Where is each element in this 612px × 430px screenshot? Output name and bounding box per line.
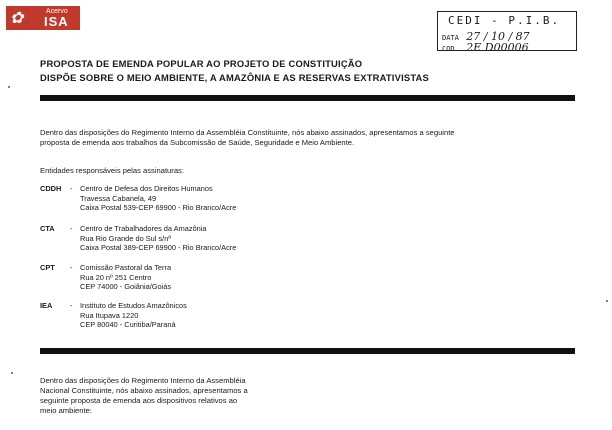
stamp-code-row [442,41,529,54]
entity-postal: Caixa Postal 389-CEP 69900 - Rio Branco/Acre [80,243,237,252]
scan-speck [8,86,10,88]
closing-paragraph [40,376,248,416]
logo-isa-text: ISA [44,14,69,29]
entity-postal: Caixa Postal 539-CEP 69900 - Rio Branco/Acre [80,203,237,212]
archive-stamp [437,11,577,54]
stamp-code-label: COD. [442,45,459,53]
intro-paragraph [40,128,455,148]
entity-abbr: CDDH [40,184,62,193]
intro-line: Dentro das disposições do Regimento Interno da Assembléia Constituinte, nós abaixo assinados, apresentamos a seguinte [40,128,455,137]
entity-name: Instituto de Estudos Amazônicos [80,301,187,310]
entities-heading: Entidades responsáveis pelas assinaturas: [40,166,184,175]
bird-logo-icon: ✿ [10,8,24,27]
entity-dash: - [70,184,73,193]
entity-postal: CEP 80040 - Curitiba/Paraná [80,320,176,329]
stamp-org: CEDI - P.I.B. [448,14,561,27]
entity-name: Comissão Pastoral da Terra [80,263,172,272]
stamp-code-value: 2E D00006 [466,41,529,54]
entity-postal: CEP 74000 - Goiânia/Goiás [80,282,172,291]
entity-address: Travessa Cabanela, 49 [80,193,157,203]
entity-abbr: IEA [40,301,53,310]
entity-address: Rua Rio Grande do Sul s/nº [80,233,172,243]
closing-line: meio ambiente: [40,406,92,415]
scan-speck [606,300,608,302]
divider-bar-top [40,95,575,101]
document-title: PROPOSTA DE EMENDA POPULAR AO PROJETO DE CONSTITUIÇÃO [40,58,363,69]
document-subtitle: DISPÕE SOBRE O MEIO AMBIENTE, A AMAZÔNIA E AS RESERVAS EXTRATIVISTAS [40,72,429,83]
entity-name: Centro de Trabalhadores da Amazônia [80,224,207,233]
stamp-date-value: 27 / 10 / 87 [466,30,530,43]
entity-address: Rua 20 nº 251 Centro [80,272,152,282]
acervo-isa-logo [6,6,80,30]
entity-dash: - [70,224,73,233]
closing-line: Nacional Constituinte, nós abaixo assinados, apresentamos a [40,386,248,395]
scan-speck [11,372,13,374]
intro-line: proposta de emenda aos trabalhos da Subcomissão de Saúde, Seguridade e Meio Ambiente. [40,138,355,147]
divider-bar-bottom [40,348,575,354]
entity-name: Centro de Defesa dos Direitos Humanos [80,184,213,193]
entity-dash: - [70,263,73,272]
entity-abbr: CPT [40,263,55,272]
closing-line: seguinte proposta de emenda aos dispositivos relativos ao [40,396,238,405]
entity-dash: - [70,301,73,310]
closing-line: Dentro das disposições do Regimento Interno da Assembléia [40,376,246,385]
entity-address: Rua Itupava 1220 [80,310,139,320]
stamp-date-label: DATA [442,34,459,42]
entity-abbr: CTA [40,224,55,233]
logo-acervo-text: Acervo [46,8,68,15]
